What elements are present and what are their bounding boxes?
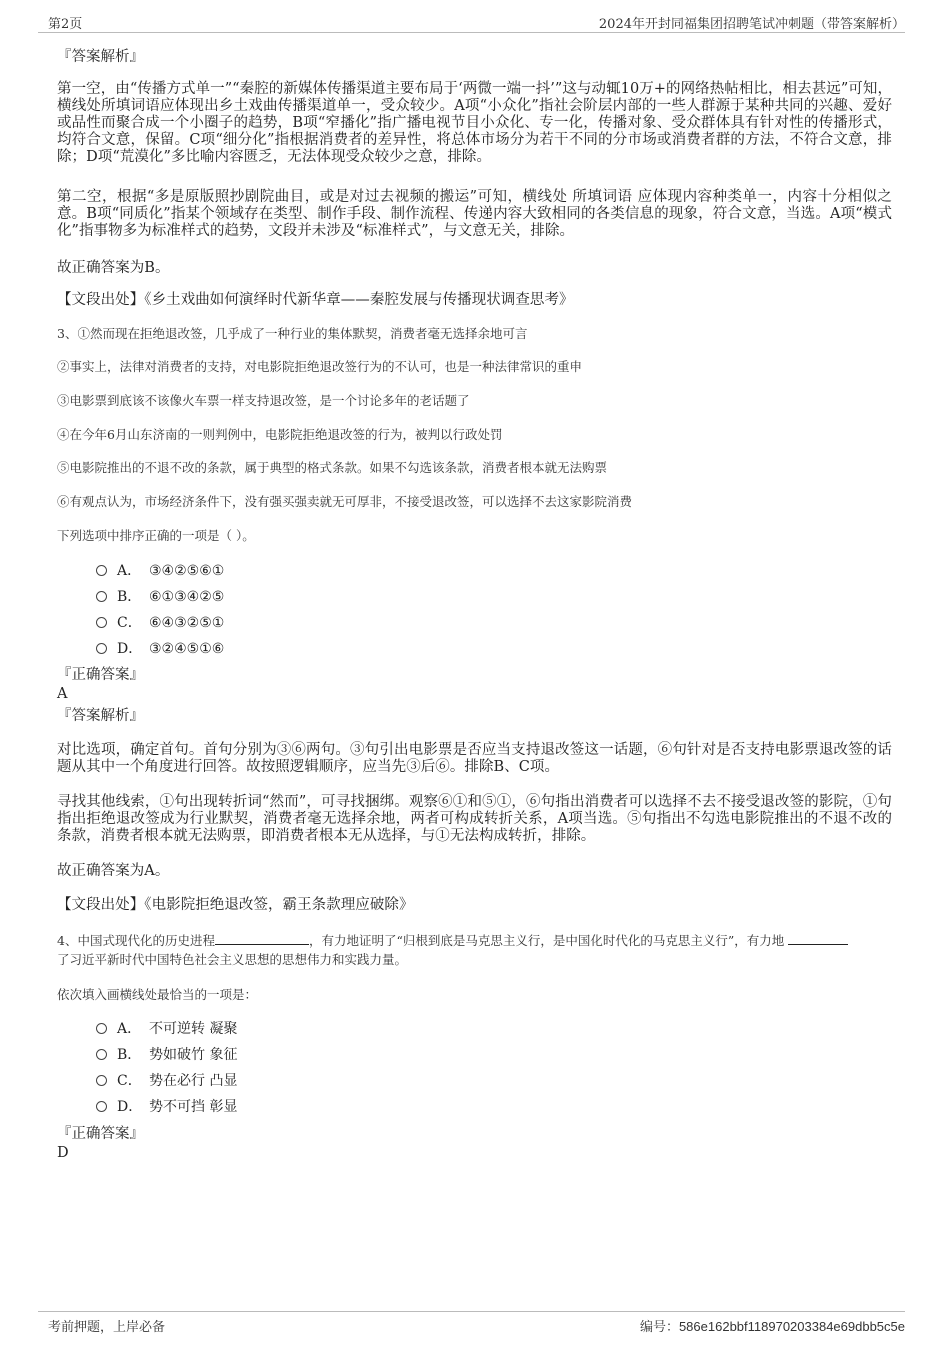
- answer-heading: 『正确答案』: [57, 1126, 144, 1142]
- analysis-heading: 『答案解析』: [57, 49, 144, 65]
- analysis-paragraph: 寻找其他线索，①句出现转折词“然而”，可寻找捆绑。观察⑥①和⑤①，⑥句指出消费者可以选择不去不接受退改签的影院，①句指出拒绝退改签成为行业默契，消费者毫无选择余地，两者可构成转折关系，A项当选。⑤句指出不勾选电影院推出的不退不改的条款，消费者根本就无法购票，即消费者根本无从选择，与①无法构成转折，排除。: [57, 794, 892, 844]
- question-prompt: 下列选项中排序正确的一项是（ ）。: [57, 528, 255, 543]
- answer-value: A: [57, 686, 68, 702]
- question-sentence: ⑤电影院推出的不退不改的条款，属于典型的格式条款。如果不勾选该条款，消费者根本就无法购票: [57, 460, 608, 475]
- analysis-paragraph: 第二空，根据“多是原版照抄剧院曲目，或是对过去视频的搬运”可知，横线处 所填词语 应体现内容种类单一，内容十分相似之意。B项“同质化”指某个领域存在类型、制作手段、制作流程、传递内容大致相同的各类信息的现象，符合文意，当选。A项“模式化”指事物多为标准样式的趋势，文段并未涉及“标准样式”，与文意无关，排除。: [57, 189, 892, 239]
- page-footer: [38, 1311, 905, 1336]
- page-header: [38, 10, 905, 33]
- question-sentence: ③电影票到底该不该像火车票一样支持退改签，是一个讨论多年的老话题了: [57, 393, 470, 408]
- source-citation: 【文段出处】《电影院拒绝退改签，霸王条款理应破除》: [57, 897, 414, 913]
- radio-icon[interactable]: [96, 1049, 107, 1060]
- radio-icon[interactable]: [96, 643, 107, 654]
- option-b[interactable]: B． ⑥①③④②⑤: [96, 588, 224, 606]
- radio-icon[interactable]: [96, 617, 107, 628]
- answer-value: D: [57, 1145, 69, 1161]
- conclusion: 故正确答案为B。: [57, 260, 170, 276]
- analysis-paragraph: 对比选项，确定首句。首句分别为③⑥两句。③句引出电影票是否应当支持退改签这一话题，⑥句针对是否支持电影票退改签的话题从其中一个角度进行回答。故按照逻辑顺序，应当先③后⑥。排除B、C项。: [57, 742, 892, 775]
- option-a[interactable]: A． ③④②⑤⑥①: [96, 562, 224, 580]
- analysis-heading: 『答案解析』: [57, 708, 144, 724]
- question-sentence: ⑥有观点认为，市场经济条件下，没有强买强卖就无可厚非，不接受退改签，可以选择不去这家影院消费: [57, 494, 633, 509]
- option-d[interactable]: D． 势不可挡 彰显: [96, 1098, 237, 1116]
- question-prompt: 依次填入画横线处最恰当的一项是：: [57, 987, 258, 1002]
- page-number: 第2页: [48, 17, 83, 32]
- question-sentence: 3、①然而现在拒绝退改签，几乎成了一种行业的集体默契，消费者毫无选择余地可言: [57, 326, 528, 341]
- radio-icon[interactable]: [96, 1075, 107, 1086]
- question-sentence: ④在今年6月山东济南的一则判例中，电影院拒绝退改签的行为，被判以行政处罚: [57, 427, 503, 442]
- fill-blank: [788, 934, 848, 945]
- question-stem-continued: 了习近平新时代中国特色社会主义思想的思想伟力和实践力量。: [57, 952, 408, 967]
- conclusion: 故正确答案为A。: [57, 863, 170, 879]
- analysis-paragraph: 第一空，由“传播方式单一”“秦腔的新媒体传播渠道主要布局于‘两微一端一抖’”这与动辄10万+的网络热帖相比，相去甚远”可知，横线处所填词语应体现出乡土戏曲传播渠道单一，受众较少。A项“小众化”指社会阶层内部的一些人群源于某种共同的兴趣、爱好或品性而聚合成一个小圈子的趋势，B项“窄播化”指广播电视节目小众化、专一化，传播对象、受众群体具有针对性的传播形式，均符合文意，保留。C项“细分化”指根据消费者的差异性，将总体市场分为若干不同的分市场或消费者群的方法，不符合文意，排除；D项“荒漠化”多比喻内容匮乏，无法体现受众较少之意，排除。: [57, 81, 892, 165]
- serial-number: 编号：586e162bbf118970203384e69dbb5c5e: [639, 1319, 905, 1335]
- option-c[interactable]: C． 势在必行 凸显: [96, 1072, 237, 1090]
- radio-icon[interactable]: [96, 565, 107, 576]
- document-title: 2024年开封同福集团招聘笔试冲刺题（带答案解析）: [598, 17, 905, 32]
- radio-icon[interactable]: [96, 1101, 107, 1112]
- option-a[interactable]: A． 不可逆转 凝聚: [96, 1020, 237, 1038]
- answer-heading: 『正确答案』: [57, 667, 144, 683]
- fill-blank: [215, 934, 309, 945]
- question-sentence: ②事实上，法律对消费者的支持，对电影院拒绝退改签行为的不认可，也是一种法律常识的重申: [57, 359, 583, 374]
- option-d[interactable]: D． ③②④⑤①⑥: [96, 640, 224, 658]
- source-citation: 【文段出处】《乡土戏曲如何演绎时代新华章——秦腔发展与传播现状调查思考》: [57, 292, 574, 308]
- question-stem: 4、中国式现代化的历史进程 ，有力地证明了“归根到底是马克思主义行，是中国化时代化的马克思主义行”，有力地: [57, 933, 892, 949]
- radio-icon[interactable]: [96, 591, 107, 602]
- radio-icon[interactable]: [96, 1023, 107, 1034]
- option-c[interactable]: C． ⑥④③②⑤①: [96, 614, 224, 632]
- footer-slogan: 考前押题，上岸必备: [48, 1320, 166, 1335]
- option-b[interactable]: B． 势如破竹 象征: [96, 1046, 237, 1064]
